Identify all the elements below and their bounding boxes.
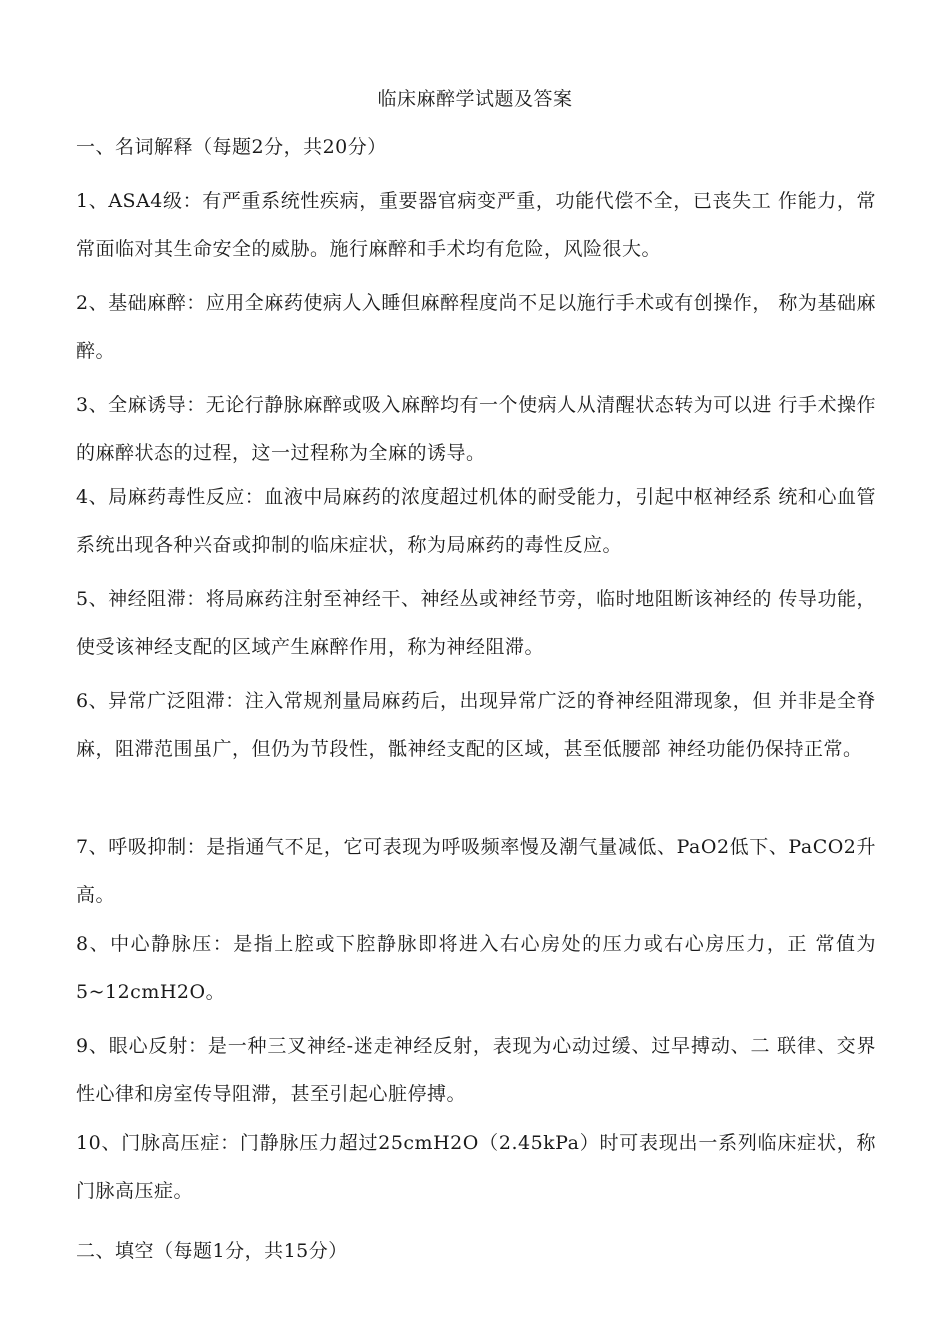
section-heading-glossary: 一、名词解释（每题2分，共20分） bbox=[76, 136, 387, 158]
glossary-entry-oculocardiac-reflex: 9、眼心反射：是一种三叉神经-迷走神经反射，表现为心动过缓、过早搏动、二 联律、交界性心律和房室传导阻滞，甚至引起心脏停搏。 bbox=[76, 1035, 876, 1105]
glossary-entry-asa4: 1、ASA4级：有严重系统性疾病，重要器官病变严重，功能代偿不全，已丧失工 作能力，常常面临对其生命安全的威胁。施行麻醉和手术均有危险，风险很大。 bbox=[76, 190, 876, 260]
document-title: 临床麻醉学试题及答案 bbox=[377, 88, 573, 110]
glossary-entry-portal-hypertension: 10、门脉高压症：门静脉压力超过25cmH2O（2.45kPa）时可表现出一系列临床症状，称门脉高压症。 bbox=[76, 1132, 876, 1202]
section-heading-fill-in: 二、填空（每题1分，共15分） bbox=[76, 1240, 348, 1262]
glossary-entry-extensive-block: 6、异常广泛阻滞：注入常规剂量局麻药后，出现异常广泛的脊神经阻滞现象，但 并非是全脊麻，阻滞范围虽广，但仍为节段性，骶神经支配的区域，甚至低腰部 神经功能仍保持正常。 bbox=[76, 690, 876, 760]
glossary-entry-cvp: 8、中心静脉压：是指上腔或下腔静脉即将进入右心房处的压力或右心房压力，正 常值为 5~12cmH2O。 bbox=[76, 933, 876, 1003]
glossary-entry-basic-anesthesia: 2、基础麻醉：应用全麻药使病人入睡但麻醉程度尚不足以施行手术或有创操作， 称为基础麻醉。 bbox=[76, 292, 876, 362]
glossary-entry-nerve-block: 5、神经阻滞：将局麻药注射至神经干、神经丛或神经节旁，临时地阻断该神经的 传导功能，使受该神经支配的区域产生麻醉作用，称为神经阻滞。 bbox=[76, 588, 876, 658]
glossary-entry-induction: 3、全麻诱导：无论行静脉麻醉或吸入麻醉均有一个使病人从清醒状态转为可以进 行手术操作的麻醉状态的过程，这一过程称为全麻的诱导。 bbox=[76, 394, 876, 464]
glossary-entry-respiratory-depression: 7、呼吸抑制：是指通气不足，它可表现为呼吸频率慢及潮气量减低、PaO2低下、PaCO2升高。 bbox=[76, 836, 876, 906]
glossary-entry-local-toxicity: 4、局麻药毒性反应：血液中局麻药的浓度超过机体的耐受能力，引起中枢神经系 统和心血管系统出现各种兴奋或抑制的临床症状，称为局麻药的毒性反应。 bbox=[76, 486, 876, 556]
